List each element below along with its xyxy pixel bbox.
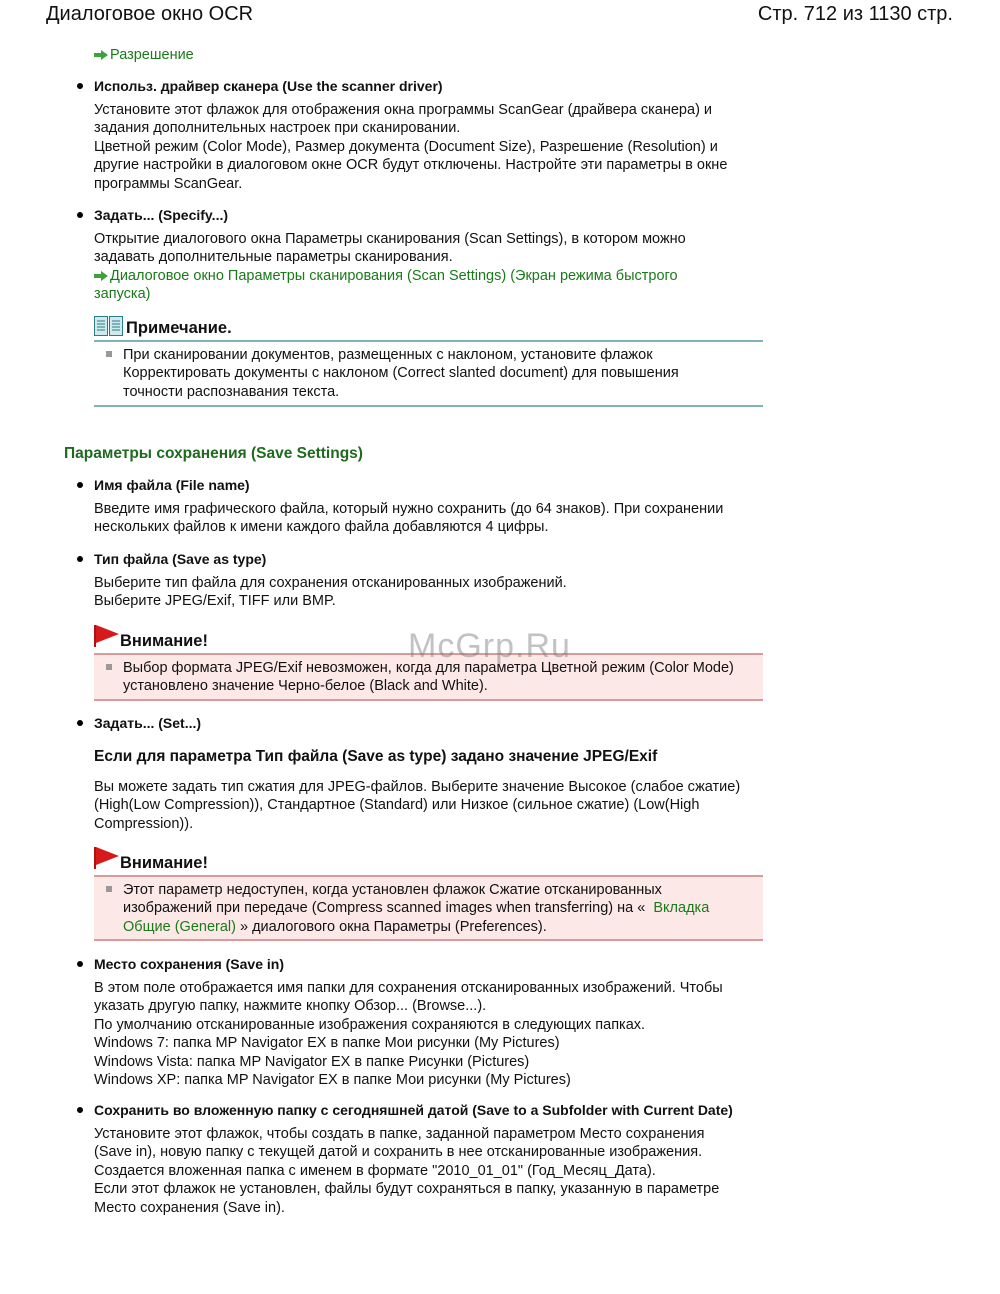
square-bullet — [106, 351, 112, 357]
text-line: По умолчанию отсканированные изображения сохраняются в следующих папках. — [94, 1016, 646, 1033]
note-divider — [94, 405, 763, 407]
text-line: программы ScanGear. — [94, 175, 243, 192]
text-line: Windows XP: папка MP Navigator EX в папке Мои рисунки (My Pictures) — [94, 1072, 571, 1089]
bullet-dot — [77, 556, 83, 562]
save-settings-heading: Параметры сохранения (Save Settings) — [64, 445, 363, 462]
red-flag-icon — [94, 624, 120, 648]
bullet-dot — [77, 961, 83, 967]
scanner-driver-text — [94, 101, 727, 193]
text-line: задания дополнительных настроек при сканировании. — [94, 120, 461, 137]
file-name-title: Имя файла (File name) — [94, 477, 250, 493]
text-line: установлено значение Черно-белое (Black and White). — [123, 678, 488, 695]
caution-heading: Внимание! — [120, 632, 208, 650]
text-line: Compression)). — [94, 815, 194, 832]
text-line: Выберите JPEG/Exif, TIFF или BMP. — [94, 593, 336, 610]
caution-divider — [94, 699, 763, 701]
book-icon — [94, 316, 123, 336]
green-arrow-icon — [94, 50, 108, 60]
caution-divider — [94, 939, 763, 941]
text-line: Корректировать документы с наклоном (Correct slanted document) для повышения — [123, 365, 679, 382]
jpeg-subheading: Если для параметра Тип файла (Save as type) задано значение JPEG/Exif — [94, 748, 658, 765]
specify-title: Задать... (Specify...) — [94, 207, 229, 223]
text-line: При сканировании документов, размещенных с наклоном, установите флажок — [123, 347, 653, 363]
specify-text — [94, 230, 686, 304]
file-name-text — [94, 500, 723, 537]
text-line: Выберите тип файла для сохранения отсканированных изображений. — [94, 575, 567, 591]
subfolder-title: Сохранить во вложенную папку с сегодняшней датой (Save to a Subfolder with Current Date) — [94, 1102, 733, 1118]
page-counter: Стр. 712 из 1130 стр. — [757, 3, 953, 25]
text-line: Выбор формата JPEG/Exif невозможен, когда для параметра Цветной режим (Color Mode) — [123, 660, 734, 676]
text-line: задавать дополнительные параметры сканирования. — [94, 249, 453, 266]
note-divider — [94, 340, 763, 342]
text-line: Место сохранения (Save in). — [94, 1199, 285, 1216]
bullet-dot — [77, 212, 83, 218]
green-arrow-icon — [94, 271, 108, 281]
text-line: Если этот флажок не установлен, файлы будут сохраняться в папку, указанную в параметре — [94, 1181, 720, 1198]
save-in-text — [94, 979, 723, 1089]
file-type-title: Тип файла (Save as type) — [94, 551, 267, 567]
general-tab-link-cont[interactable]: Общие (General) — [123, 918, 236, 935]
subfolder-text — [94, 1125, 719, 1217]
jpeg-text — [94, 778, 740, 833]
text-line: Создается вложенная папка с именем в формате "2010_01_01" (Год_Месяц_Дата). — [94, 1162, 656, 1179]
note-heading: Примечание. — [126, 319, 232, 337]
bullet-dot — [77, 720, 83, 726]
scanner-driver-title: Использ. драйвер сканера (Use the scanner driver) — [94, 78, 443, 94]
text-line: Windows 7: папка MP Navigator EX в папке Мои рисунки (My Pictures) — [94, 1035, 560, 1052]
text-line: Установите этот флажок, чтобы создать в папке, заданной параметром Место сохранения — [94, 1126, 705, 1142]
note-box — [94, 316, 763, 410]
text-line: Установите этот флажок для отображения окна программы ScanGear (драйвера сканера) и — [94, 102, 713, 118]
general-tab-link[interactable]: Вкладка — [653, 900, 710, 917]
text-line: Windows Vista: папка MP Navigator EX в папке Рисунки (Pictures) — [94, 1053, 530, 1070]
caution-text — [123, 881, 763, 936]
caution-heading: Внимание! — [120, 854, 208, 872]
set-title: Задать... (Set...) — [94, 715, 202, 731]
scan-settings-link[interactable]: Диалоговое окно Параметры сканирования (Scan Settings) (Экран режима быстрого — [94, 267, 686, 285]
text-line: (High(Low Compression)), Стандартное (Standard) или Низкое (сильное сжатие) (Low(High — [94, 797, 700, 814]
save-in-title: Место сохранения (Save in) — [94, 956, 284, 972]
bullet-dot — [77, 1107, 83, 1113]
red-flag-icon — [94, 846, 120, 870]
bullet-dot — [77, 482, 83, 488]
watermark: McGrp.Ru — [408, 627, 571, 665]
page-header — [0, 0, 1000, 30]
page-title: Диалоговое окно OCR — [46, 3, 254, 25]
text-line: точности распознавания текста. — [123, 383, 340, 400]
square-bullet — [106, 886, 112, 892]
text-line: (Save in), новую папку с текущей датой и сохранить в нее отсканированные изображения. — [94, 1144, 703, 1161]
resolution-link[interactable]: Разрешение — [94, 46, 194, 64]
text-line: изображений при передаче (Compress scanned images when transferring) на « Вкладка — [123, 900, 710, 917]
text-line: другие настройки в диалоговом окне OCR будут отключены. Настройте эти параметры в окне — [94, 157, 728, 174]
text-line: Общие (General) » диалогового окна Параметры (Preferences). — [123, 918, 547, 935]
text-line: В этом поле отображается имя папки для сохранения отсканированных изображений. Чтобы — [94, 980, 723, 996]
text-line: указать другую папку, нажмите кнопку Обзор... (Browse...). — [94, 998, 487, 1015]
file-type-text — [94, 574, 567, 611]
text-line: Введите имя графического файла, который нужно сохранить (до 64 знаков). При сохранении — [94, 501, 724, 517]
note-text — [123, 346, 679, 401]
square-bullet — [106, 664, 112, 670]
text-line: Вы можете задать тип сжатия для JPEG-файлов. Выберите значение Высокое (слабое сжатие) — [94, 779, 741, 795]
text-line: Цветной режим (Color Mode), Размер документа (Document Size), Разрешение (Resolution) и — [94, 138, 718, 155]
text-line: Открытие диалогового окна Параметры сканирования (Scan Settings), в котором можно — [94, 231, 686, 247]
scan-settings-link-cont[interactable]: запуска) — [94, 286, 151, 303]
text-line: нескольких файлов к имени каждого файла добавляются 4 цифры. — [94, 519, 549, 536]
bullet-dot — [77, 83, 83, 89]
text-line: Этот параметр недоступен, когда установлен флажок Сжатие отсканированных — [123, 882, 662, 898]
caution-divider — [94, 875, 763, 877]
